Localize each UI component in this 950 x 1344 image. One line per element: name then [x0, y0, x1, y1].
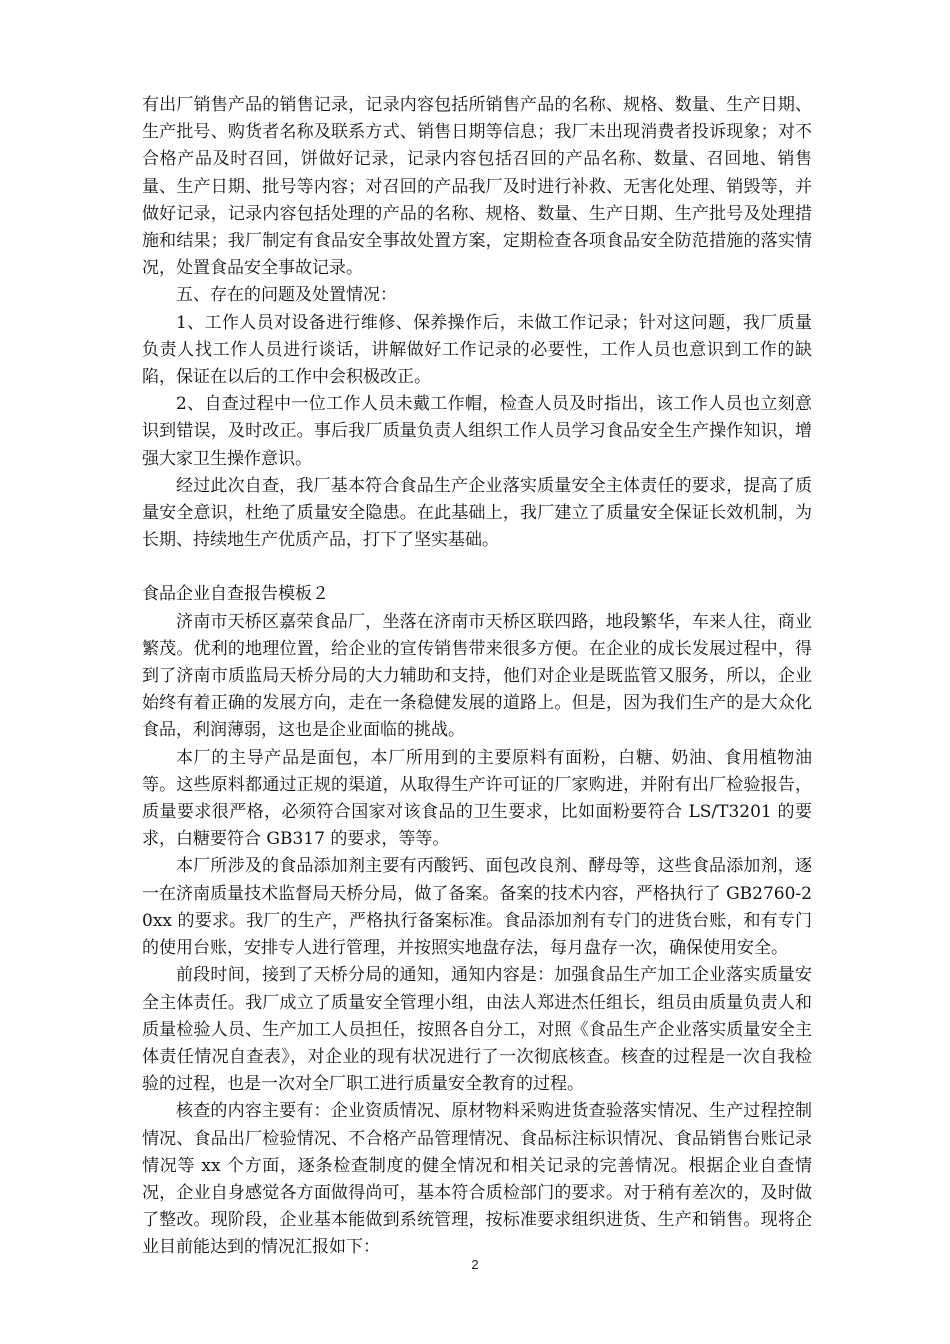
paragraph-inspection-content: 核查的内容主要有：企业资质情况、原材物料采购进货查验落实情况、生产过程控制情况、食品出厂检验情况、不合格产品管理情况、食品标注标识情况、食品销售台账记录情况等 xx 个方面，逐条检查制度的健全情况和相关记录的完善情况。根据企业自查情况，企业自身感觉各方面做得尚可，基本符合质检部门的要求。对于稍有差次的，及时做了整改。现阶段，企业基本能做到系统管理，按标准要求组织进货、生产和销售。现将企业目前能达到的情况汇报如下：: [142, 1101, 812, 1258]
document-page: [142, 92, 812, 1262]
paragraph-problem-2: 2、自查过程中一位工作人员未戴工作帽，检查人员及时指出，该工作人员也立刻意识到错误，及时改正。事后我厂质量负责人组织工作人员学习食品安全生产操作知识，增强大家卫生操作意识。: [142, 394, 812, 469]
paragraph-company-intro: 济南市天桥区嘉荣食品厂，坐落在济南市天桥区联四路，地段繁华，车来人往，商业繁茂。优利的地理位置，给企业的宣传销售带来很多方便。在企业的成长发展过程中，得到了济南市质监局天桥分局的大力辅助和支持，他们对企业是既监管又服务，所以，企业始终有着正确的发展方向，走在一条稳健发展的道路上。但是，因为我们生产的是大众化食品，利润薄弱，这也是企业面临的挑战。: [142, 611, 812, 741]
paragraph-sales-records: 有出厂销售产品的销售记录，记录内容包括所销售产品的名称、规格、数量、生产日期、生产批号、购货者名称及联系方式、销售日期等信息；我厂未出现消费者投诉现象；对不合格产品及时召回，饼做好记录，记录内容包括召回的产品名称、数量、召回地、销售量、生产日期、批号等内容；对召回的产品我厂及时进行补救、无害化处理、销毁等，并做好记录，记录内容包括处理的产品的名称、规格、数量、生产日期、生产批号及处理措施和结果；我厂制定有食品安全事故处置方案，定期检查各项食品安全防范措施的落实情况，处置食品安全事故记录。: [142, 95, 812, 279]
paragraph-conclusion: 经过此次自查，我厂基本符合食品生产企业落实质量安全主体责任的要求，提高了质量安全意识，杜绝了质量安全隐患。在此基础上，我厂建立了质量安全保证长效机制，为长期、持续地生产优质产品，打下了坚实基础。: [142, 475, 812, 551]
paragraph-raw-materials: 本厂的主导产品是面包，本厂所用到的主要原料有面粉，白糖、奶油、食用植物油等。这些原料都通过正规的渠道，从取得生产许可证的厂家购进，并附有出厂检验报告，质量要求很严格，必须符合国家对该食品的卫生要求，比如面粉要符合 LS/T3201 的要求，白糖要符合 GB317 的要求，等等。: [142, 747, 812, 850]
paragraph-inspection-notice: 前段时间，接到了天桥分局的通知，通知内容是：加强食品生产加工企业落实质量安全主体责任。我厂成立了质量安全管理小组，由法人郑进杰任组长，组员由质量负责人和质量检验人员、生产加工人员担任，按照各自分工，对照《食品生产企业落实质量安全主体责任情况自查表》，对企业的现有状况进行了一次彻底核查。核查的过程是一次自我检验的过程，也是一次对全厂职工进行质量安全教育的过程。: [142, 965, 812, 1095]
page-number: 2: [471, 1257, 479, 1272]
heading-problems-and-handling: 五、存在的问题及处置情况：: [176, 285, 397, 306]
section-title-template-2: 食品企业自查报告模板２: [142, 584, 329, 605]
section-spacer: [142, 554, 812, 581]
paragraph-problem-1: 1、工作人员对设备进行维修、保养操作后，未做工作记录；针对这问题，我厂质量负责人找工作人员进行谈话，讲解做好工作记录的必要性，工作人员也意识到工作的缺陷，保证在以后的工作中会积极改正。: [142, 312, 812, 388]
paragraph-food-additives: 本厂所涉及的食品添加剂主要有丙酸钙、面包改良剂、酵母等，这些食品添加剂，逐一在济南质量技术监督局天桥分局，做了备案。备案的技术内容，严格执行了 GB2760-20xx 的要求。我厂的生产，严格执行备案标准。食品添加剂有专门的进货台账，和有专门的使用台账，安排专人进行管理，并按照实地盘存法，每月盘存一次，确保使用安全。: [142, 856, 812, 959]
